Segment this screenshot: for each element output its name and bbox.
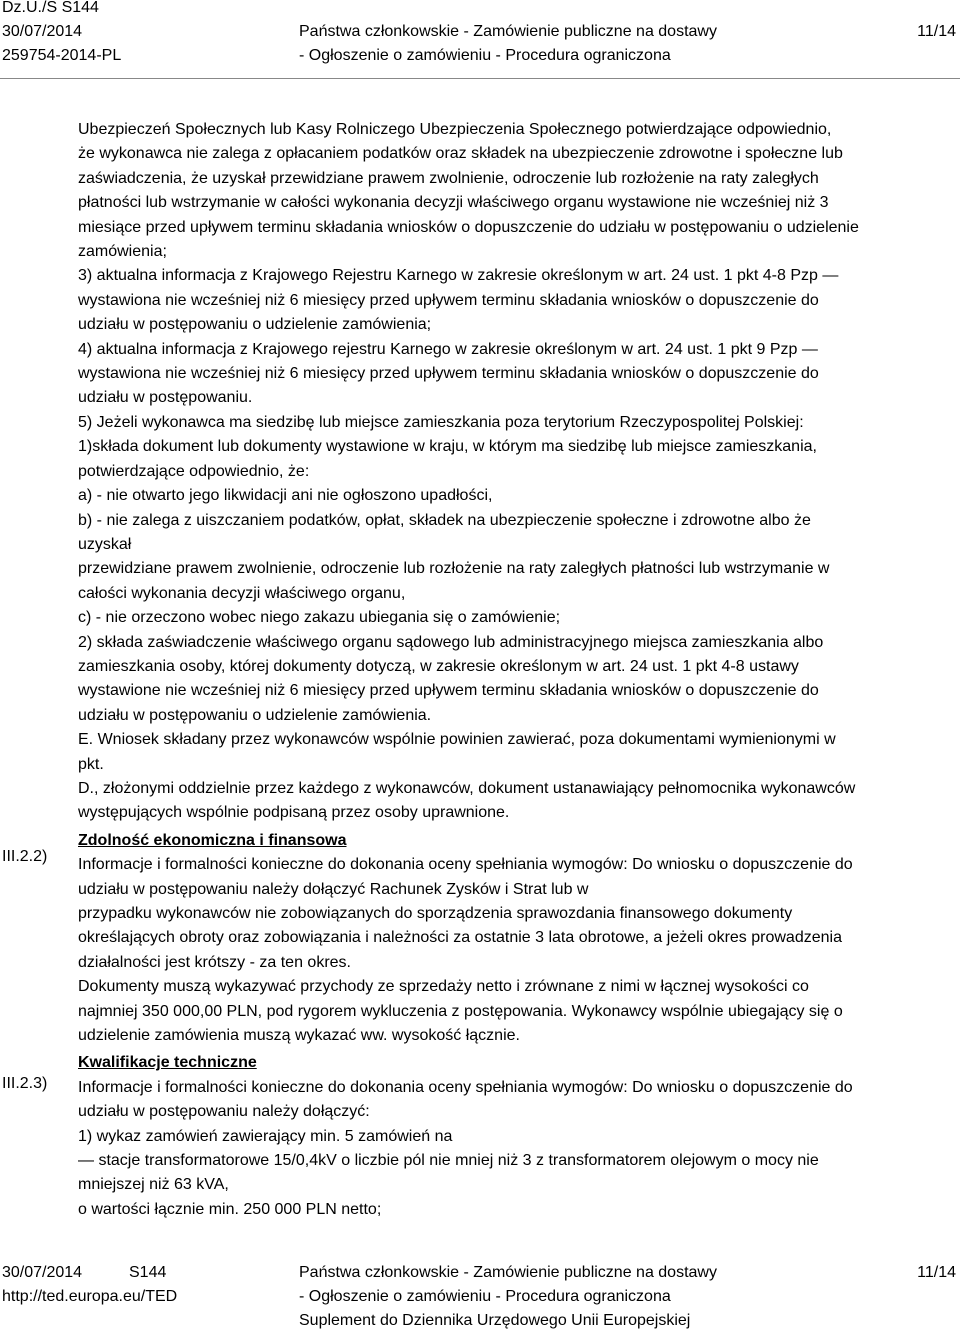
text-line: całości wykonania decyzji właściwego organu, (78, 584, 406, 602)
text-line: 2) składa zaświadczenie właściwego organu sądowego lub administracyjnego miejsca zamieszkania albo (78, 633, 824, 651)
text-line: c) - nie orzeczono wobec niego zakazu ubiegania się o zamówienie; (78, 609, 561, 627)
text-line: a) - nie otwarto jego likwidacji ani nie ogłoszono upadłości, (78, 487, 493, 505)
text-line: udzielenie zamówienia muszą wykazać ww. wysokość łącznie. (78, 1027, 520, 1045)
text-line: b) - nie zalega z uiszczaniem podatków, opłat, składek na ubezpieczenie społeczne i zdrowotne albo że (78, 511, 811, 529)
text-line: E. Wniosek składany przez wykonawców wspólnie powinien zawierać, poza dokumentami wymienionymi w (78, 731, 836, 749)
text-line: zamówienia; (78, 243, 167, 261)
text-line: o wartości łącznie min. 250 000 PLN netto; (78, 1200, 382, 1218)
text-line: przypadku wykonawców nie zobowiązanych do sporządzenia sprawozdania finansowego dokumenty (78, 905, 793, 922)
header-title-line2: - Ogłoszenie o zamówieniu - Procedura ograniczona (299, 47, 671, 64)
page-header (0, 0, 960, 80)
text-line: 3) aktualna informacja z Krajowego Rejestru Karnego w zakresie określonym w art. 24 ust. 1 pkt 4-8 Pzp — (78, 267, 839, 285)
text-line: występujących wspólnie podpisaną przez osoby uprawnione. (78, 804, 510, 822)
text-line: udziału w postępowaniu. (78, 389, 253, 407)
text-line: Informacje i formalności konieczne do dokonania oceny spełniania wymogów: Do wniosku o dopuszczenie do (78, 856, 853, 874)
text-line: określających obroty oraz zobowiązania i należności za ostatnie 3 lata obrotowe, a jeżeli okres prowadzenia (78, 929, 842, 947)
footer-date: 30/07/2014 (2, 1264, 83, 1281)
journal-reference: Dz.U./S S144 (2, 0, 99, 16)
text-line: D., złożonymi oddzielnie przez każdego z wykonawców, dokument ustanawiający pełnomocnika wykonawców (78, 779, 856, 797)
text-line: pkt. (78, 755, 104, 773)
text-line: zaświadczenia, że uzyskał przewidziane prawem zwolnienie, odroczenie lub rozłożenie na raty zaległych (78, 169, 819, 187)
text-line: działalności jest krótszy - za ten okres. (78, 953, 351, 971)
footer-title-line1: Państwa członkowskie - Zamówienie publiczne na dostawy (299, 1264, 717, 1281)
section-title: Zdolność ekonomiczna i finansowa (78, 831, 347, 849)
footer-url: http://ted.europa.eu/TED (2, 1288, 178, 1305)
footer-series: S144 (129, 1264, 167, 1281)
text-line: najmniej 350 000,00 PLN, pod rygorem wykluczenia z postępowania. Wykonawcy wspólnie ubiegający się o (78, 1002, 843, 1020)
header-divider (0, 78, 960, 79)
text-line: wystawiona nie wcześniej niż 6 miesięcy przed upływem terminu składania wniosków o dopuszczenie do (78, 291, 819, 309)
notice-id: 259754-2014-PL (2, 47, 122, 64)
header-title-line1: Państwa członkowskie - Zamówienie publiczne na dostawy (299, 23, 717, 40)
text-line: udziału w postępowaniu o udzielenie zamówienia; (78, 316, 432, 334)
footer-page-number: 11/14 (917, 1264, 956, 1281)
footer-title-line3: Suplement do Dziennika Urzędowego Unii Europejskiej (299, 1312, 691, 1329)
text-line: uzyskał (78, 535, 132, 553)
text-line: płatności lub wstrzymanie w całości wykonania decyzji właściwego organu wystawione nie wcześniej niż 3 (78, 194, 829, 212)
text-line: przewidziane prawem zwolnienie, odroczenie lub rozłożenie na raty zaległych płatności lub wstrzymanie w (78, 560, 830, 578)
text-line: udziału w postępowaniu o udzielenie zamówienia. (78, 706, 432, 724)
footer-title-line2: - Ogłoszenie o zamówieniu - Procedura ograniczona (299, 1288, 671, 1305)
page-footer (0, 1262, 960, 1334)
text-line: 4) aktualna informacja z Krajowego rejestru Karnego w zakresie określonym w art. 24 ust. 1 pkt 9 Pzp — (78, 340, 818, 358)
section-title: Kwalifikacje techniczne (78, 1054, 257, 1072)
text-line: miesiące przed upływem terminu składania wniosków o dopuszczenie do udziału w postępowaniu o udzielenie (78, 218, 859, 236)
text-line: Ubezpieczeń Społecznych lub Kasy Rolniczego Ubezpieczenia Społecznego potwierdzające odpowiednio, (78, 121, 832, 138)
text-line: że wykonawca nie zalega z opłacaniem podatków oraz składek na ubezpieczenie zdrowotne i społeczne lub (78, 145, 843, 163)
text-line: — stacje transformatorowe 15/0,4kV o liczbie pól nie mniej niż 3 z transformatorem olejowym o mocy nie (78, 1152, 819, 1170)
text-line: 5) Jeżeli wykonawca ma siedzibę lub miejsce zamieszkania poza terytorium Rzeczypospolitej Polskiej: (78, 413, 804, 431)
header-page-number: 11/14 (917, 23, 956, 40)
text-line: Dokumenty muszą wykazywać przychody ze sprzedaży netto i zrównane z nimi w łącznej wysokości co (78, 978, 809, 996)
section-number: III.2.2) (2, 848, 48, 865)
text-line: potwierdzające odpowiednio, że: (78, 462, 310, 480)
section-number: III.2.3) (2, 1075, 48, 1092)
text-line: Informacje i formalności konieczne do dokonania oceny spełniania wymogów: Do wniosku o dopuszczenie do (78, 1078, 853, 1096)
text-line: 1) wykaz zamówień zawierający min. 5 zamówień na (78, 1127, 453, 1145)
text-line: udziału w postępowaniu należy dołączyć: (78, 1103, 370, 1121)
text-line: wystawione nie wcześniej niż 6 miesięcy przed upływem terminu składania wniosków o dopuszczenie do (78, 682, 819, 700)
text-line: wystawiona nie wcześniej niż 6 miesięcy przed upływem terminu składania wniosków o dopuszczenie do (78, 365, 819, 383)
section-technical-qualifications (78, 1051, 948, 1222)
continued-text-block (78, 118, 948, 826)
section-economic-capacity (78, 829, 948, 1049)
text-line: udziału w postępowaniu należy dołączyć Rachunek Zysków i Strat lub w (78, 880, 589, 898)
text-line: 1)składa dokument lub dokumenty wystawione w kraju, w którym ma siedzibę lub miejsce zamieszkania, (78, 438, 817, 456)
text-line: zamieszkania osoby, której dokumenty dotyczą, w zakresie określonym w art. 24 ust. 1 pkt 4-8 ustawy (78, 657, 799, 675)
document-body (78, 118, 948, 1222)
header-date: 30/07/2014 (2, 23, 83, 40)
text-line: mniejszej niż 63 kVA, (78, 1176, 229, 1194)
